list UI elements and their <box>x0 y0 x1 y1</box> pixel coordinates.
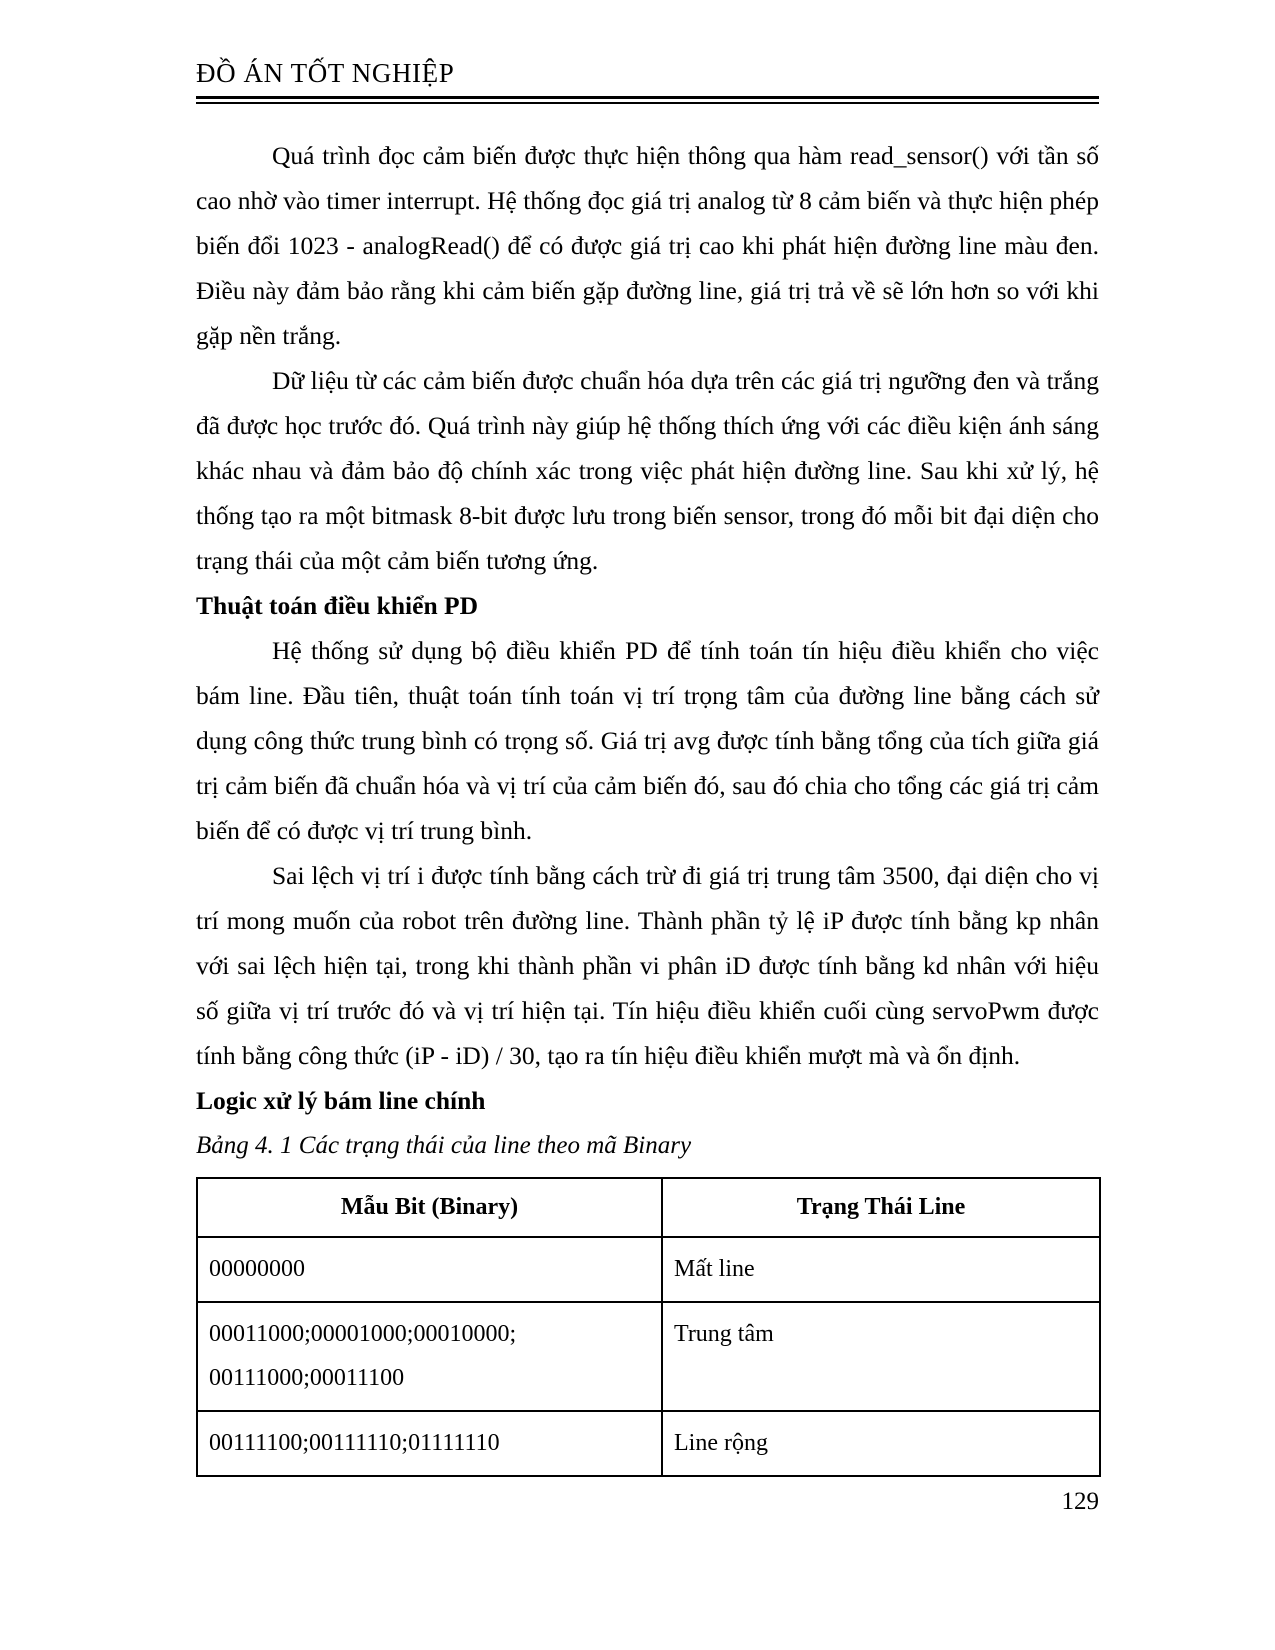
table-row <box>197 1302 1100 1411</box>
table-row <box>197 1411 1100 1476</box>
bit-pattern-line: 00111100;00111110;01111110 <box>209 1430 500 1456</box>
cell-bit-pattern <box>197 1237 662 1302</box>
column-header-line-state: Trạng Thái Line <box>662 1178 1100 1237</box>
table-body <box>197 1237 1100 1476</box>
subheading-pd-algorithm: Thuật toán điều khiển PD <box>196 591 478 620</box>
bit-pattern-line: 00111000;00011100 <box>209 1365 405 1391</box>
subheading-line-following-logic: Logic xử lý bám line chính <box>196 1086 486 1115</box>
line-state-table <box>196 1177 1101 1477</box>
header-title: ĐỒ ÁN TỐT NGHIỆP <box>196 58 455 88</box>
table-row <box>197 1237 1100 1302</box>
table-header-row-group <box>197 1178 1100 1237</box>
table-header-row <box>197 1178 1100 1237</box>
cell-bit-pattern <box>197 1411 662 1476</box>
cell-line-state: Mất line <box>662 1237 1100 1302</box>
paragraph-pd-controller: Hệ thống sử dụng bộ điều khiển PD để tính toán tín hiệu điều khiển cho việc bám line. Đầu tiên, thuật toán tính toán vị trí trọng tâm của đường line bằng cách sử dụng công thức trung bình có trọng số. Giá trị avg được tính bằng tổng của tích giữa giá trị cảm biến đã chuẩn hóa và vị trí của cảm biến đó, sau đó chia cho tổng các giá trị cảm biến để có được vị trí trung bình. <box>196 636 1099 845</box>
column-header-bit-pattern: Mẫu Bit (Binary) <box>197 1178 662 1237</box>
header-rule-divider <box>196 96 1099 104</box>
bit-pattern-line: 00000000 <box>209 1256 305 1282</box>
cell-line-state: Trung tâm <box>662 1302 1100 1411</box>
bit-pattern-line: 00011000;00001000;00010000; <box>209 1321 517 1347</box>
paragraph-position-error: Sai lệch vị trí i được tính bằng cách trừ đi giá trị trung tâm 3500, đại diện cho vị trí mong muốn của robot trên đường line. Thành phần tỷ lệ iP được tính bằng kp nhân với sai lệch hiện tại, trong khi thành phần vi phân iD được tính bằng kd nhân với hiệu số giữa vị trí trước đó và vị trí hiện tại. Tín hiệu điều khiển cuối cùng servoPwm được tính bằng công thức (iP - iD) / 30, tạo ra tín hiệu điều khiển mượt mà và ổn định. <box>196 861 1099 1070</box>
cell-bit-pattern <box>197 1302 662 1411</box>
paragraph-sensor-reading: Quá trình đọc cảm biến được thực hiện thông qua hàm read_sensor() với tần số cao nhờ vào timer interrupt. Hệ thống đọc giá trị analog từ 8 cảm biến và thực hiện phép biến đổi 1023 - analogRead() để có được giá trị cao khi phát hiện đường line màu đen. Điều này đảm bảo rằng khi cảm biến gặp đường line, giá trị trả về sẽ lớn hơn so với khi gặp nền trắng. <box>196 141 1099 350</box>
cell-line-state: Line rộng <box>662 1411 1100 1476</box>
paragraph-data-normalization: Dữ liệu từ các cảm biến được chuẩn hóa dựa trên các giá trị ngưỡng đen và trắng đã được học trước đó. Quá trình này giúp hệ thống thích ứng với các điều kiện ánh sáng khác nhau và đảm bảo độ chính xác trong việc phát hiện đường line. Sau khi xử lý, hệ thống tạo ra một bitmask 8-bit được lưu trong biến sensor, trong đó mỗi bit đại diện cho trạng thái của một cảm biến tương ứng. <box>196 366 1099 575</box>
running-header <box>196 58 1099 104</box>
page-number: 129 <box>1061 1488 1099 1515</box>
table-caption: Bảng 4. 1 Các trạng thái của line theo mã Binary <box>196 1132 692 1159</box>
document-body <box>196 133 1099 1477</box>
